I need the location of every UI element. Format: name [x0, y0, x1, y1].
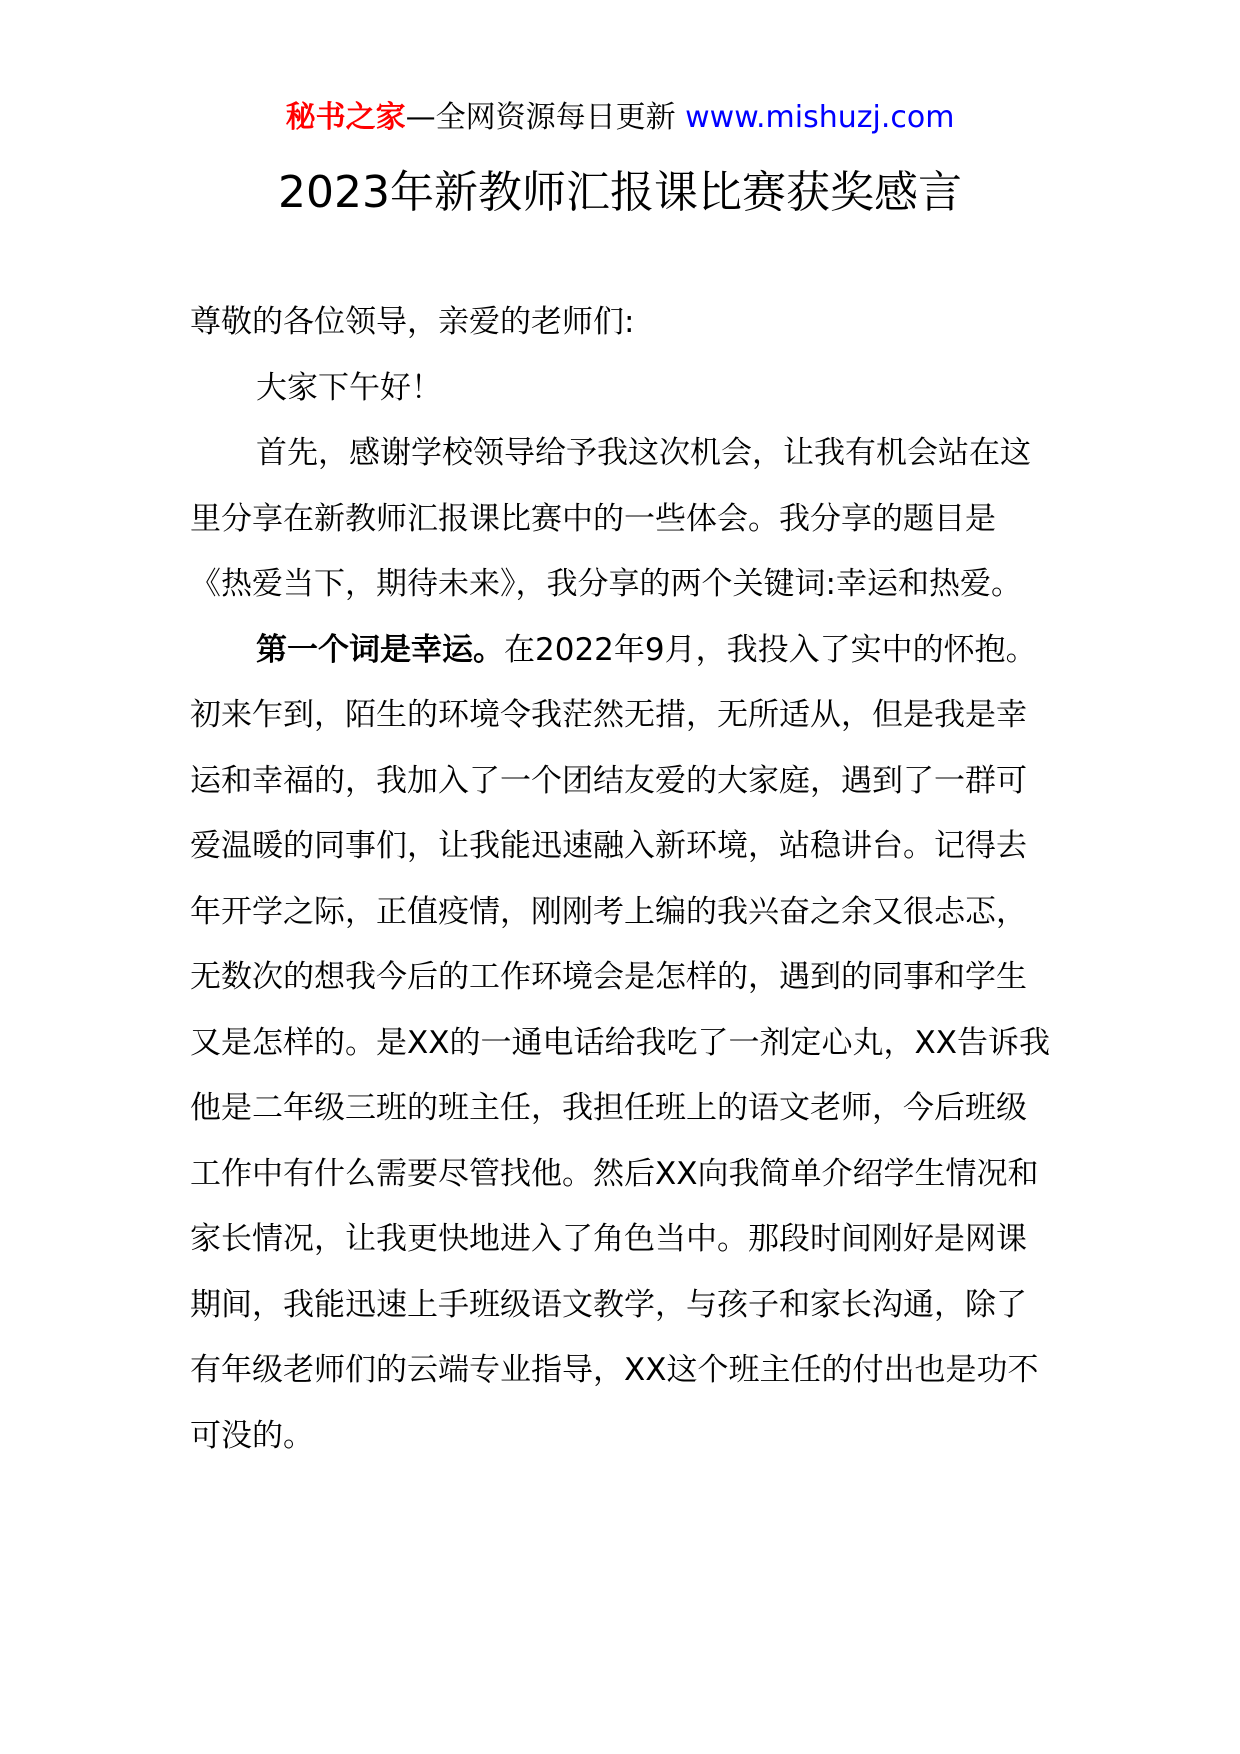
greeting: 大家下午好！ — [256, 369, 442, 406]
document-body — [190, 290, 1050, 1469]
paragraph-2-text: 在2022年9月，我投入了实中的怀抱。初来乍到，陌生的环境令我茫然无措，无所适从，但是我是幸运和幸福的，我加入了一个团结友爱的大家庭，遇到了一群可爱温暖的同事们，让我能迅速融入新环境，站稳讲台。记得去年开学之际，正值疫情，刚刚考上编的我兴奋之余又很忐忑，无数次的想我今后的工作环境会是怎样的，遇到的同事和学生又是怎样的。是XX的一通电话给我吃了一剂定心丸，XX告诉我他是二年级三班的班主任，我担任班上的语文老师，今后班级工作中有什么需要尽管找他。然后XX向我简单介绍学生情况和家长情况，让我更快地进入了角色当中。那段时间刚好是网课期间，我能迅速上手班级语文教学，与孩子和家长沟通，除了有年级老师们的云端专业指导，XX这个班主任的付出也是功不可没的。 — [190, 631, 1050, 1454]
site-url[interactable]: www.mishuzj.com — [685, 100, 955, 135]
salutation: 尊敬的各位领导，亲爱的老师们: — [190, 304, 635, 340]
paragraph-2 — [190, 618, 1050, 1470]
paragraph-2-heading: 第一个词是幸运。 — [256, 631, 504, 668]
paragraph-1: 首先，感谢学校领导给予我这次机会，让我有机会站在这里分享在新教师汇报课比赛中的一些体会。我分享的题目是《热爱当下，期待未来》，我分享的两个关键词:幸运和热爱。 — [190, 435, 1031, 602]
document-title: 2023年新教师汇报课比赛获奖感言 — [278, 167, 962, 218]
brand-name: 秘书之家 — [285, 100, 406, 135]
site-header — [0, 98, 1240, 138]
header-tagline: —全网资源每日更新 — [405, 100, 686, 135]
